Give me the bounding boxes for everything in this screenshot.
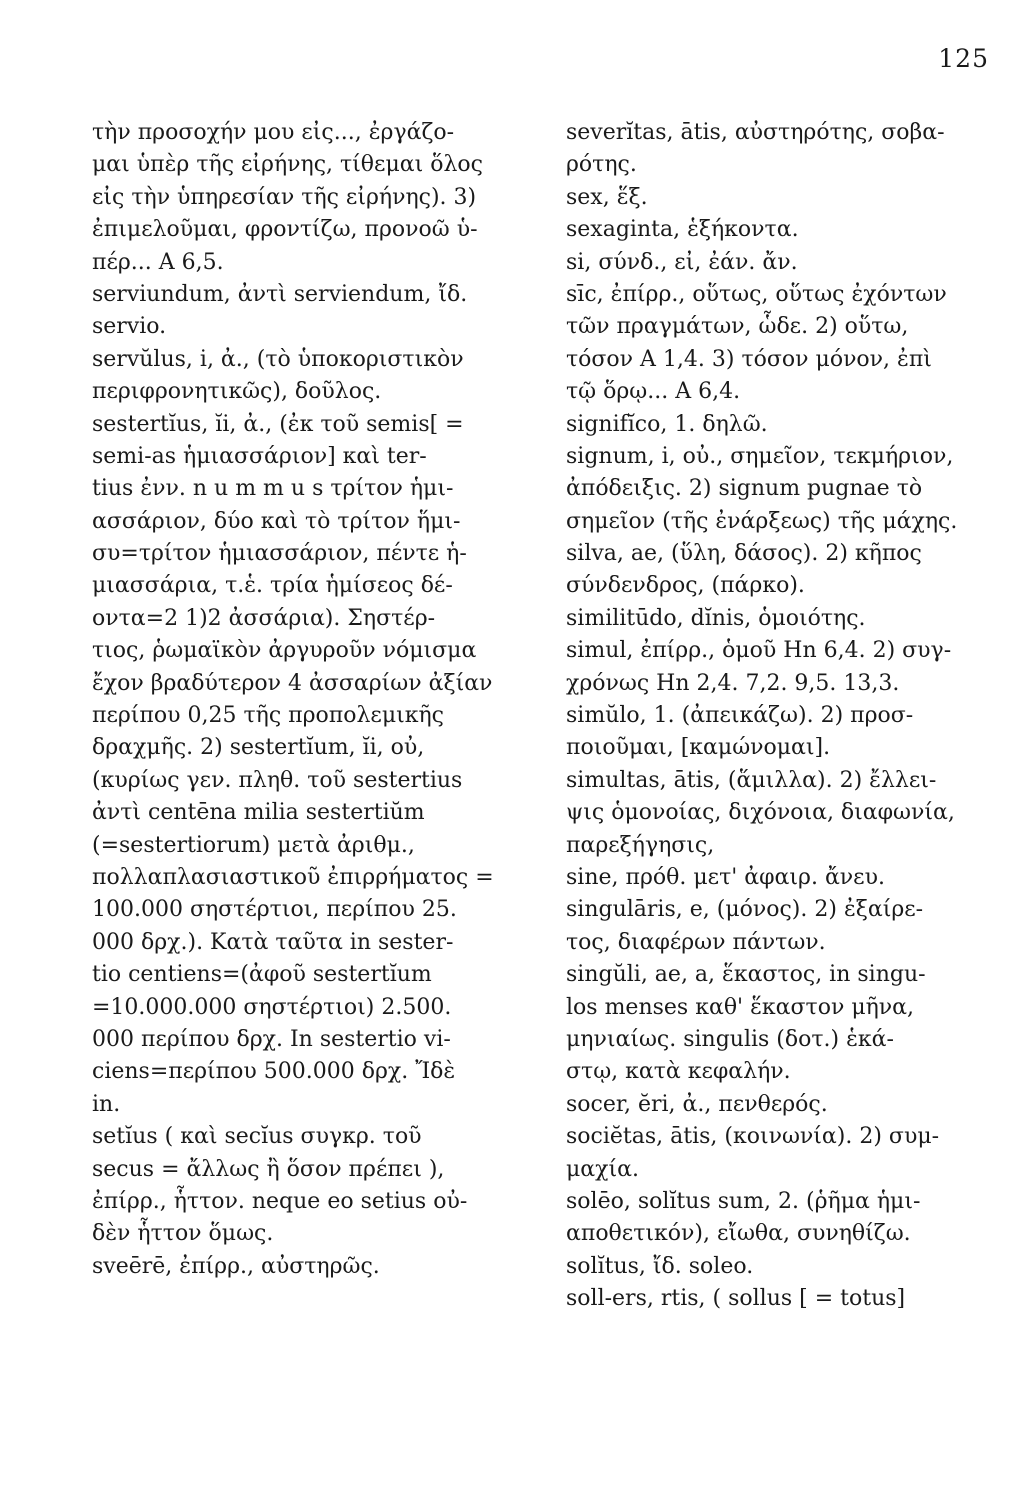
dictionary-line: simŭlo, 1. (ἀπεικάζω). 2) προσ- [566, 703, 914, 729]
dictionary-line: sveērē, ἐπίρρ., αὐστηρῶς. [92, 1253, 380, 1279]
dictionary-line: ἀντὶ centēna milia sestertiŭm [92, 800, 425, 826]
left-column [92, 117, 532, 1283]
dictionary-line: solēo, solĭtus sum, 2. (ῥῆμα ἡμι- [566, 1188, 921, 1214]
dictionary-line: σημεῖον (τῆς ἐνάρξεως) τῆς μάχης. [566, 508, 958, 534]
page-number: 125 [938, 44, 989, 73]
dictionary-line: εἰς τὴν ὑπηρεσίαν τῆς εἰρήνης). 3) [92, 184, 477, 210]
dictionary-line: semi-as ἡμιασσάριον] καὶ ter- [92, 443, 427, 469]
dictionary-line: solĭtus, ἴδ. soleo. [566, 1253, 754, 1279]
dictionary-line: ἐπιμελοῦμαι, φροντίζω, προνοῶ ὑ- [92, 217, 478, 243]
dictionary-line: ψις ὁμονοίας, διχόνοια, διαφωνία, [566, 800, 955, 826]
dictionary-line: ασσάριον, δύο καὶ τὸ τρίτον ἥμι- [92, 508, 461, 534]
dictionary-line: si, σύνδ., εἰ, ἐάν. ἄν. [566, 249, 798, 275]
dictionary-line: sex, ἕξ. [566, 184, 648, 210]
dictionary-line: servio. [92, 314, 167, 340]
dictionary-line: τῶν πραγμάτων, ὧδε. 2) οὕτω, [566, 314, 909, 340]
dictionary-line: συ=τρίτον ἡμιασσάριον, πέντε ἡ- [92, 541, 467, 567]
dictionary-line: setĭus ( καὶ secĭus συγκρ. τοῦ [92, 1124, 422, 1150]
dictionary-line: τῷ ὅρῳ... A 6,4. [566, 379, 741, 405]
dictionary-line: sīc, ἐπίρρ., οὕτως, οὕτως ἐχόντων [566, 281, 947, 307]
dictionary-line: tio centiens=(ἀφοῦ sestertĭum [92, 962, 432, 988]
dictionary-line: τὴν προσοχήν μου εἰς..., ἐργάζο- [92, 120, 455, 145]
dictionary-line: περίπου 0,25 τῆς προπολεμικῆς [92, 703, 444, 729]
dictionary-line: 000 περίπου δρχ. In sestertio vi- [92, 1026, 451, 1052]
dictionary-line: sine, πρόθ. μετ' ἀφαιρ. ἄνευ. [566, 864, 885, 890]
dictionary-line: severĭtas, ātis, αὐστηρότης, σοβα- [566, 120, 945, 145]
dictionary-line: singŭli, ae, a, ἕκαστος, in singu- [566, 962, 926, 988]
dictionary-line: περιφρονητικῶς), δοῦλος. [92, 379, 382, 405]
dictionary-line: παρεξήγησις, [566, 832, 715, 858]
dictionary-line: ἀπόδειξις. 2) signum pugnae τὸ [566, 476, 923, 502]
dictionary-line: los menses καθ' ἕκαστον μῆνα, [566, 994, 915, 1020]
dictionary-line: μαχία. [566, 1156, 639, 1182]
dictionary-line: δραχμῆς. 2) sestertĭum, ĭi, οὐ, [92, 735, 425, 761]
dictionary-line: αποθετικόν), εἴωθα, συνηθίζω. [566, 1221, 911, 1247]
dictionary-line: πέρ... A 6,5. [92, 249, 224, 275]
dictionary-line: ἔχον βραδύτερον 4 ἀσσαρίων ἀξίαν [92, 670, 493, 696]
dictionary-line: χρόνως Hn 2,4. 7,2. 9,5. 13,3. [566, 670, 900, 696]
dictionary-line: δὲν ἧττον ὅμως. [92, 1221, 274, 1247]
dictionary-line: 100.000 σηστέρτιοι, περίπου 25. [92, 897, 457, 923]
dictionary-line: πολλαπλασιαστικοῦ ἐπιρρήματος = [92, 864, 494, 890]
dictionary-line: singulāris, e, (μόνος). 2) ἐξαίρε- [566, 897, 924, 923]
dictionary-line: socer, ĕri, ἀ., πενθερός. [566, 1091, 828, 1117]
dictionary-line: signum, i, οὐ., σημεῖον, τεκμήριον, [566, 443, 954, 469]
dictionary-line: ρότης. [566, 152, 637, 178]
dictionary-line: simul, ἐπίρρ., ὁμοῦ Hn 6,4. 2) συγ- [566, 638, 952, 664]
dictionary-line: μιασσάρια, τ.ἑ. τρία ἡμίσεος δέ- [92, 573, 453, 599]
dictionary-line: silva, ae, (ὕλη, δάσος). 2) κῆπος [566, 541, 922, 567]
dictionary-line: sexaginta, ἑξήκοντα. [566, 217, 799, 243]
dictionary-line: τος, διαφέρων πάντων. [566, 929, 826, 955]
dictionary-line: μαι ὑπὲρ τῆς εἰρήνης, τίθεμαι ὅλος [92, 152, 483, 178]
dictionary-line: soll-ers, rtis, ( sollus [ = totus] [566, 1286, 906, 1312]
right-column [566, 117, 1006, 1315]
dictionary-line: sociĕtas, ātis, (κοινωνία). 2) συμ- [566, 1124, 940, 1150]
dictionary-line: signifĭco, 1. δηλῶ. [566, 411, 768, 437]
dictionary-line: in. [92, 1091, 121, 1117]
dictionary-line: τόσον A 1,4. 3) τόσον μόνον, ἐπὶ [566, 346, 932, 372]
dictionary-line: μηνιαίως. singulis (δοτ.) ἑκά- [566, 1026, 894, 1052]
dictionary-line: ciens=περίπου 500.000 δρχ. Ἴδὲ [92, 1059, 456, 1085]
dictionary-line: τιος, ῥωμαϊκὸν ἀργυροῦν νόμισμα [92, 638, 477, 664]
dictionary-line: (=sestertiorum) μετὰ ἀριθμ., [92, 832, 415, 858]
dictionary-line: similitūdo, dĭnis, ὁμοιότης. [566, 605, 866, 631]
dictionary-line: secus = ἄλλως ἢ ὅσον πρέπει ), [92, 1156, 445, 1182]
dictionary-line: ἐπίρρ., ἧττον. neque eo setius οὐ- [92, 1188, 468, 1214]
dictionary-line: 000 δρχ.). Κατὰ ταῦτα in sester- [92, 929, 454, 955]
dictionary-line: ποιοῦμαι, [καμώνομαι]. [566, 735, 831, 761]
dictionary-line: σύνδενδρος, (πάρκο). [566, 573, 805, 599]
dictionary-line: =10.000.000 σηστέρτιοι) 2.500. [92, 994, 452, 1020]
dictionary-line: οντα=2 1)2 ἀσσάρια). Σηστέρ- [92, 605, 436, 631]
dictionary-line: (κυρίως γεν. πληθ. τοῦ sestertius [92, 767, 463, 793]
dictionary-line: sestertĭus, ĭi, ἀ., (ἐκ τοῦ semis[ = [92, 411, 464, 437]
dictionary-line: simultas, ātis, (ἅμιλλα). 2) ἔλλει- [566, 767, 937, 793]
dictionary-line: serviundum, ἀντὶ serviendum, ἴδ. [92, 281, 468, 307]
dictionary-line: tius ἐνν. n u m m u s τρίτον ἡμι- [92, 476, 454, 502]
dictionary-line: στῳ, κατὰ κεφαλήν. [566, 1059, 791, 1085]
dictionary-line: servŭlus, i, ἀ., (τὸ ὑποκοριστικὸν [92, 346, 464, 372]
